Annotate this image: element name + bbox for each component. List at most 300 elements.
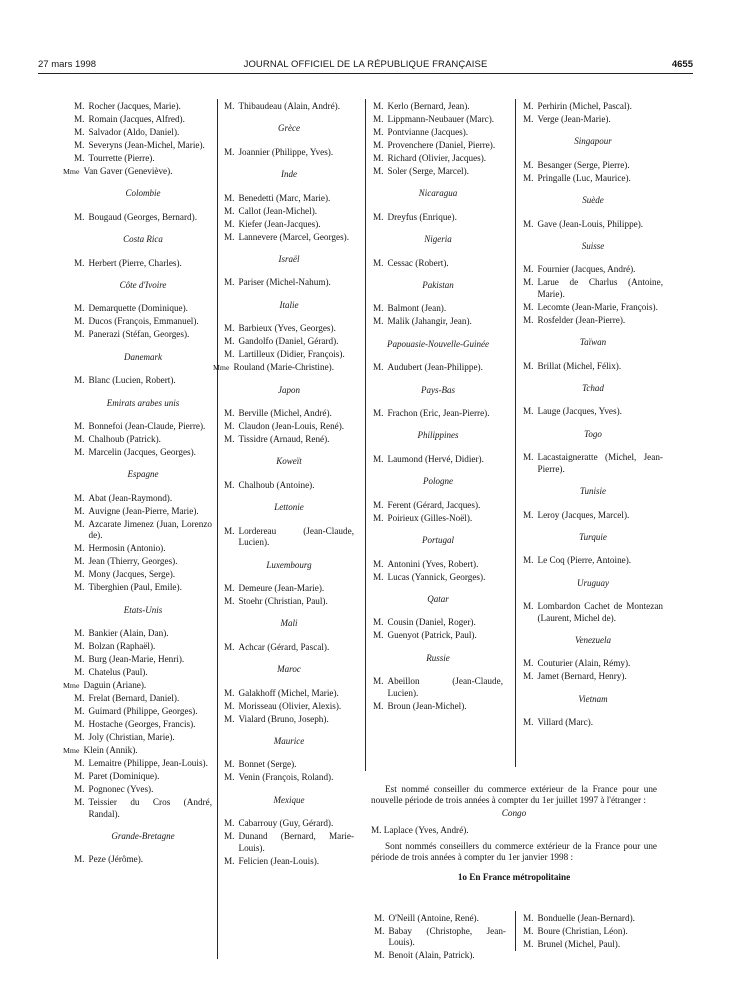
list-item [74,569,212,580]
list-item [74,506,212,517]
country-heading: Maroc [277,664,301,675]
honorific: M. [373,571,384,582]
list-item [74,667,212,678]
country-heading: Qatar [427,593,449,604]
honorific: M. [523,114,534,124]
honorific: M. [74,211,85,222]
country-heading: Grèce [278,123,300,134]
person-name: Joly (Christian, Marie). [88,732,175,743]
honorific: M. [523,671,534,682]
honorific: M. [224,421,235,432]
person-name: Bolzan (Raphaël). [88,641,156,652]
honorific: M. [373,153,384,163]
country-heading: Maurice [273,735,305,746]
person-name: Pariser (Michel-Nahum). [238,277,331,288]
decree-paragraph-1: Est nommé conseiller du commerce extérieur de la France pour une nouvelle période de trois années à compter du 1er juillet 1997 à l'étranger : [371,784,657,806]
honorific: M. [74,628,85,639]
country-heading: Vietnam [578,693,608,704]
list-item [523,555,663,566]
person-name: Ferent (Gérard, Jacques). [387,499,481,510]
person-name: Chatelus (Paul). [88,667,148,678]
list-item [373,212,503,223]
person-name: Jean (Thierry, Georges). [88,556,178,567]
country-heading: Grande-Bretagne [111,830,175,841]
person-name: Audubert (Jean-Philippe). [387,362,483,373]
country-heading: Pakistan [422,280,454,291]
list-item [374,950,506,961]
country-heading-congo: Congo [501,808,527,819]
honorific: M. [523,555,534,566]
honorific: M. [74,693,85,704]
list-item [224,434,354,445]
country-heading: Tunisie [579,486,606,497]
honorific: M. [74,421,85,432]
list-item [224,856,354,867]
person-name: Van Gaver (Geneviève). [83,166,173,176]
list-item [523,913,663,924]
person-name: Bonduelle (Jean-Bernard). [537,913,635,923]
person-name: Chalhoub (Antoine). [238,479,315,490]
list-item [523,926,663,937]
list-item [224,772,354,783]
list-item [224,323,354,334]
person-name: Klein (Annik). [83,745,138,756]
honorific: M. [74,706,85,717]
country-heading: Russie [426,652,450,663]
honorific: M. [373,408,384,419]
honorific: M. [224,759,235,770]
person-name: Felicien (Jean-Louis). [238,855,320,866]
list-item [374,926,506,948]
honorific: M. [523,360,534,371]
person-name: Tiberghien (Paul, Emile). [88,582,182,593]
list-item [224,219,354,230]
list-item [224,596,354,607]
honorific: M. [224,231,235,242]
page-number: 4655 [671,59,693,70]
list-item [523,114,663,125]
person-name: Blanc (Lucien, Robert). [88,375,176,386]
honorific: M. [74,153,85,163]
person-name: Auvigne (Jean-Pierre, Marie). [88,505,199,516]
person-name: Fournier (Jacques, André). [537,264,636,275]
honorific: M. [74,543,85,554]
honorific: M. [74,518,85,529]
honorific: M. [373,127,384,137]
list-item [74,758,212,769]
country-heading: Etats-Unis [123,604,163,615]
honorific: M. [74,492,85,503]
person-name: Babay (Christophe, Jean-Louis). [388,925,506,947]
list-item [224,232,354,243]
list-item [224,818,354,829]
list-item [373,153,503,164]
person-name: Teissier du Cros (André, Randal). [88,797,212,819]
person-name: Couturier (Alain, Rémy). [537,658,631,669]
list-item [74,784,212,795]
country-heading: Singapour [574,136,612,147]
list-item [74,582,212,593]
person-name: Vialard (Bruno, Joseph). [238,713,329,724]
list-item [74,375,212,386]
list-item [373,630,503,641]
person-name: Boure (Christian, Léon). [537,925,628,936]
person-name: Kiefer (Jean-Jacques). [238,218,321,229]
column-1 [63,101,212,867]
list-item [224,831,354,854]
honorific: M. [224,525,235,536]
honorific: M. [224,582,235,593]
list-item [224,408,354,419]
honorific: M. [373,630,384,641]
list-item [523,219,663,230]
list-item [523,264,663,275]
list-item [74,447,212,458]
header-title: JOURNAL OFFICIEL DE LA RÉPUBLIQUE FRANÇAISE [243,59,488,70]
header-rule [38,73,693,74]
country-heading: Turquie [579,531,607,542]
person-name: Cessac (Robert). [387,257,449,268]
honorific: M. [224,277,235,288]
list-item [523,361,663,372]
country-heading: Colombie [125,188,161,199]
list-item [373,101,503,112]
list-item [74,556,212,567]
honorific: M. [373,316,384,327]
list-item [373,140,503,151]
list-item [224,336,354,347]
list-item [523,939,663,950]
person-name: Bougaud (Georges, Bernard). [88,211,197,222]
honorific: M. [523,925,534,936]
honorific: M. [224,323,235,334]
list-item [74,127,212,138]
country-heading: Espagne [127,469,159,480]
list-item [74,654,212,665]
list-item [523,101,663,112]
person-name: Galakhoff (Michel, Marie). [238,687,339,698]
person-name: Callot (Jean-Michel). [238,205,318,216]
person-name: Abat (Jean-Raymond). [88,492,173,503]
person-name: Rocher (Jacques, Marie). [88,101,181,111]
person-name: O'Neill (Antoine, René). [388,913,479,923]
person-name: Provenchere (Daniel, Pierre). [387,140,496,150]
country-heading: Mexique [273,794,305,805]
person-name: Richard (Olivier, Jacques). [387,153,487,163]
list-item [224,759,354,770]
person-name: Lordereau (Jean-Claude, Lucien). [238,525,354,548]
person-name: Larue de Charlus (Antoine, Marie). [537,277,663,299]
honorific: M. [523,938,534,949]
person-name: Cousin (Daniel, Roger). [387,617,476,628]
honorific: M. [523,159,534,170]
honorific: M. [224,713,235,724]
list-item [74,153,212,164]
column-divider [217,99,218,959]
person-name: Verge (Jean-Marie). [537,114,611,124]
honorific: M. [224,772,235,783]
person-name: Mony (Jacques, Serge). [88,569,176,580]
country-heading: Suède [582,195,604,206]
person-name: Chalhoub (Patrick). [88,434,161,445]
honorific: M. [74,582,85,593]
person-name: Poirieux (Gilles-Noël). [387,512,473,523]
person-name: Broun (Jean-Michel). [387,700,467,711]
country-heading: Pologne [423,476,453,487]
list-item [523,658,663,669]
person-name: Villard (Marc). [537,717,594,728]
honorific: M. [74,127,85,137]
honorific: M. [374,913,385,923]
list-item [224,688,354,699]
person-name: Pontvianne (Jacques). [387,127,469,137]
list-item [74,434,212,445]
list-item [373,617,503,628]
person-name: Guimard (Philippe, Georges). [88,706,198,717]
person-name: Guenyot (Patrick, Paul). [387,630,477,641]
honorific: M. [74,641,85,652]
person-name: Frelat (Bernard, Daniel). [88,693,180,704]
honorific: M. [523,264,534,275]
list-item [373,559,503,570]
honorific: M. [224,146,235,157]
country-heading: Danemark [124,351,162,362]
honorific: M. [74,797,85,808]
list-item [523,510,663,521]
country-heading: Portugal [421,535,454,546]
list-item [523,315,663,326]
honorific: Mme [63,681,80,691]
person-name: Pringalle (Luc, Maurice). [537,172,631,183]
list-item [74,519,212,542]
honorific: M. [224,192,235,203]
person-name: Severyns (Jean-Michel, Marie). [88,140,205,150]
person-name: Rouland (Marie-Christine). [233,362,334,373]
honorific: M. [74,654,85,665]
honorific: M. [74,434,85,445]
person-name: Tourrette (Pierre). [88,153,155,163]
person-name: Leroy (Jacques, Marcel). [537,509,630,520]
list-item [74,140,212,151]
list-item [373,454,503,465]
person-name: Le Coq (Pierre, Antoine). [537,555,632,566]
honorific: M. [224,687,235,698]
person-name: Malik (Jahangir, Jean). [387,316,472,327]
country-heading: Venezuela [575,634,611,645]
list-item [224,421,354,432]
honorific: M. [224,101,235,111]
person-name: Lecomte (Jean-Marie, François). [537,301,658,312]
person-name: Lauge (Jacques, Yves). [537,406,622,417]
list-item [63,745,212,756]
honorific: M. [523,717,534,728]
honorific: M. [224,700,235,711]
country-heading: Israël [278,254,300,265]
person-name: Burg (Jean-Marie, Henri). [88,654,185,665]
honorific: M. [74,329,85,340]
honorific: M. [523,601,534,612]
list-item [373,701,503,712]
honorific: M. [74,447,85,458]
honorific: M. [373,211,384,222]
person-name: Soler (Serge, Marcel). [387,166,469,176]
list-item [74,421,212,432]
list-item [373,114,503,125]
honorific: M. [373,101,384,111]
person-name: Lippmann-Neubauer (Marc). [387,114,495,124]
list-item [523,601,663,624]
honorific: M. [74,375,85,386]
person-name: Pognonec (Yves). [88,784,154,795]
list-item [224,193,354,204]
person-name: Antonini (Yves, Robert). [387,558,479,569]
person-name: Lartilleux (Didier, François). [238,349,345,360]
list-item [374,913,506,924]
country-heading: Luxembourg [266,559,312,570]
person-name: Balmont (Jean). [387,303,447,314]
list-item [74,114,212,125]
person-name: Besanger (Serge, Pierre). [537,159,630,170]
list-item [74,693,212,704]
list-item [74,854,212,865]
honorific: M. [374,925,385,936]
person-name: Kerlo (Bernard, Jean). [387,101,470,111]
list-item [224,147,354,158]
list-item [74,543,212,554]
person-name: Abeillon (Jean-Claude, Lucien). [387,676,503,698]
honorific: M. [224,218,235,229]
person-name: Herbert (Pierre, Charles). [88,257,182,268]
person-name: Lannevere (Marcel, Georges). [238,231,350,242]
person-name: Daguin (Ariane). [83,680,147,691]
list-item [373,572,503,583]
list-item [224,714,354,725]
list-item [523,452,663,475]
honorific: M. [373,114,384,124]
honorific: M. [373,558,384,569]
person-name: Perhirin (Michel, Pascal). [537,101,632,111]
country-heading: Emirats arabes unis [106,397,180,408]
list-item [74,303,212,314]
list-item [373,500,503,511]
honorific: M. [373,257,384,268]
honorific: M. [373,617,384,628]
list-item [523,671,663,682]
honorific: M. [523,658,534,669]
person-name: Paret (Dominique). [88,771,160,782]
person-name: Hostache (Georges, Francis). [88,719,196,730]
honorific: M. [523,314,534,325]
column-divider [365,99,366,771]
country-heading: Uruguay [577,577,609,588]
person-name: Brunel (Michel, Paul). [537,938,621,949]
person-name: Dreyfus (Enrique). [387,211,457,222]
person-name: Rosfelder (Jean-Pierre). [537,314,626,325]
country-heading: Nicaragua [418,188,458,199]
country-heading: Côte d'Ivoire [119,280,167,291]
person-name: Panerazi (Stéfan, Georges). [88,329,190,340]
column-divider [515,99,516,767]
list-item [63,680,212,691]
person-name: Lemaitre (Philippe, Jean-Louis). [88,758,208,769]
person-name: Venin (François, Roland). [238,772,334,783]
list-item [224,642,354,653]
list-item [74,329,212,340]
list-item [523,173,663,184]
honorific: M. [523,218,534,229]
list-item [74,258,212,269]
person-name: Azcarate Jimenez (Juan, Lorenzo de). [88,518,212,541]
person-name: Morisseau (Olivier, Alexis). [238,700,342,711]
bottom-left-list [374,913,506,963]
person-name: Laumond (Hervé, Didier). [387,453,484,464]
decree-paragraph-2: Sont nommés conseillers du commerce extérieur de la France pour une période de trois années à compter du 1er janvier 1998 : [371,840,657,863]
list-item [523,717,663,728]
country-heading: Koweït [276,456,302,467]
country-heading: Mali [280,618,298,629]
person-name: Thibaudeau (Alain, André). [238,101,341,111]
person-name: Achcar (Gérard, Pascal). [238,641,330,652]
list-item [373,303,503,314]
list-item [523,277,663,300]
list-item [74,797,212,820]
list-item [74,706,212,717]
page-header [0,59,731,73]
honorific: M. [373,700,384,711]
list-item [224,277,354,288]
list-item [74,316,212,327]
honorific: M. [523,913,534,923]
person-name: Gandolfo (Daniel, Gérard). [238,336,339,347]
list-item [213,362,354,373]
honorific: M. [74,771,85,782]
list-item [224,583,354,594]
honorific: M. [523,406,534,417]
list-item [74,212,212,223]
honorific: M. [373,512,384,523]
person-name: Brillat (Michel, Félix). [537,360,622,371]
person-name: Demarquette (Dominique). [88,303,188,314]
list-item [224,349,354,360]
header-date: 27 mars 1998 [38,59,97,70]
honorific: M. [224,349,235,360]
list-item [373,362,503,373]
person-name: Peze (Jérôme). [88,854,144,865]
list-item [74,771,212,782]
list-item [224,480,354,491]
honorific: M. [373,166,384,176]
list-item [74,628,212,639]
person-name: Demeure (Jean-Marie). [238,582,325,593]
list-item [74,719,212,730]
list-item [523,302,663,313]
country-heading: Papouasie-Nouvelle-Guinée [387,338,489,349]
honorific: M. [523,509,534,520]
person-name: Benedetti (Marc, Marie). [238,192,331,203]
country-heading: Pays-Bas [421,384,455,395]
column-divider [515,911,516,951]
country-heading: Japon [278,384,300,395]
country-heading: Philippines [417,430,459,441]
honorific: M. [224,205,235,216]
person-name: Frachon (Eric, Jean-Pierre). [387,408,490,419]
person-name: Stoehr (Christian, Paul). [238,595,328,606]
honorific: M. [373,140,384,150]
honorific: M. [224,434,235,445]
honorific: M. [373,362,384,373]
person-name: Lacastaigneratte (Michel, Jean-Pierre). [537,452,663,474]
honorific: M. [74,758,85,769]
